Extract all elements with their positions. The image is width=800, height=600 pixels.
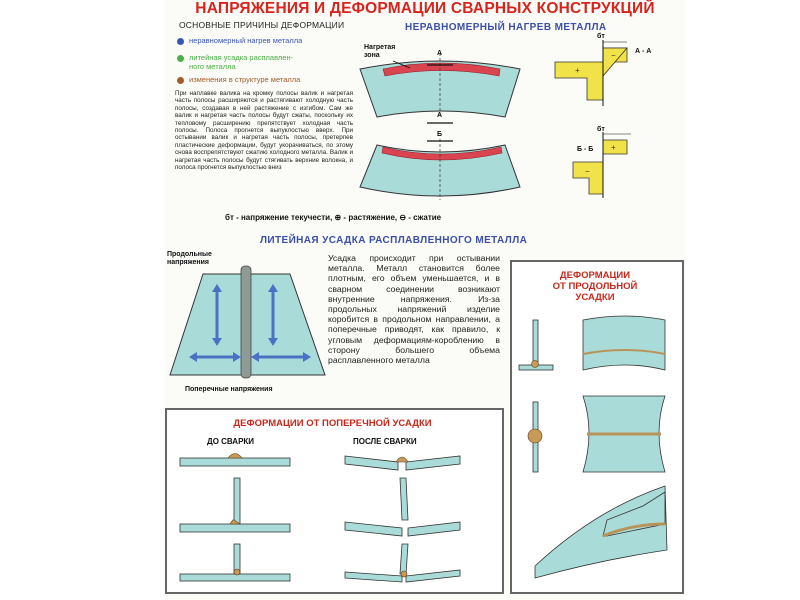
heating-paragraph: При наплавке валика на кромку полосы валик и нагретая часть полосы расширяются и растягивают холодную часть полосы, создавая в ней растяжение с изгибом. Сам же валик и нагретая часть полосы будут сжаты, поскольку их тепловому расширению препятствует холодная часть полосы. Полоса прогнется выпуклостью вверх. При остывании валик и нагретая часть полосы, претерпев пластические деформации, будут укорачиваться, по этому снова воспрепятствуют сжатию холодного металла. Валик и нагретая часть полосы будут стягивать верхние волокна, и полоса прогнется выпуклостью вниз	[175, 90, 353, 172]
cause-shrinkage-text-2: ного металла	[189, 62, 236, 71]
cause-shrinkage-text: литейная усадка расплавлен-	[189, 53, 294, 62]
svg-text:−: −	[585, 167, 590, 176]
longitudinal-box-title-2: ОТ ПРОДОЛЬНОЙ	[552, 281, 638, 292]
longitudinal-deformation-drawings	[515, 310, 675, 585]
section-aa-label: А - А	[635, 48, 652, 55]
bullet-icon	[177, 38, 184, 45]
longitudinal-box-title-3: УСАДКИ	[575, 292, 615, 303]
poster-title: НАПРЯЖЕНИЯ И ДЕФОРМАЦИИ СВАРНЫХ КОНСТРУКЦИЙ	[195, 0, 655, 17]
svg-text:+: +	[575, 66, 580, 75]
shrinkage-paragraph: Усадка происходит при остывании металла. Металл становится более плотным, его объем уменьшается, и в сварном соединении возникают внутренние напряжения. Из-за продольных напряжений изделие коробится в продольном направлении, а поперечные приводят, как правило, к угловым деформациям-короблению в сторону большего объема расплавленного металла	[328, 253, 500, 366]
cause-structure-text: изменения в структуре металла	[189, 75, 301, 84]
transverse-box-title: ДЕФОРМАЦИИ ОТ ПОПЕРЕЧНОЙ УСАДКИ	[233, 418, 432, 429]
poster	[165, 0, 685, 600]
mark-a-bottom: А	[437, 112, 443, 119]
bullet-icon	[177, 77, 184, 84]
cause-structure	[189, 75, 300, 84]
longitudinal-box-title	[525, 270, 665, 303]
cause-shrinkage	[189, 53, 293, 71]
shrinkage-heading: ЛИТЕЙНАЯ УСАДКА РАСПЛАВЛЕННОГО МЕТАЛЛА	[260, 235, 528, 246]
transverse-deformation-drawings	[170, 448, 495, 588]
svg-text:−: −	[611, 51, 616, 60]
heated-zone-label: Нагретая зона	[364, 44, 396, 59]
cause-heating	[189, 36, 302, 45]
cause-heating-text: неравномерный нагрев металла	[189, 36, 303, 45]
plate-right	[249, 274, 325, 375]
before-welding-label: ДО СВАРКИ	[207, 437, 255, 446]
svg-text:+: +	[611, 143, 616, 152]
mark-a-top: А	[437, 50, 443, 57]
longitudinal-box-title-1: ДЕФОРМАЦИИ	[559, 270, 631, 281]
heating-heading: НЕРАВНОМЕРНЫЙ НАГРЕВ МЕТАЛЛА	[405, 22, 607, 33]
stress-legend: бт - напряжение текучести, ⊕ - растяжение, ⊖ - сжатие	[225, 213, 442, 222]
after-welding-label: ПОСЛЕ СВАРКИ	[353, 437, 417, 446]
stress-diagram-bb	[545, 132, 655, 202]
weld-bead	[241, 266, 251, 378]
sigma-label-aa: бт	[597, 33, 605, 40]
causes-heading: ОСНОВНЫЕ ПРИЧИНЫ ДЕФОРМАЦИИ	[179, 20, 345, 30]
mark-b: Б	[437, 131, 443, 138]
transverse-stress-label: Поперечные напряжения	[185, 386, 273, 393]
bullet-icon	[177, 55, 184, 62]
sigma-label-bb: бт	[597, 126, 605, 133]
welded-plates-drawing	[165, 250, 325, 400]
longitudinal-stress-label: Продольные напряжения	[167, 251, 212, 266]
section-bb-label: Б - Б	[577, 146, 594, 153]
